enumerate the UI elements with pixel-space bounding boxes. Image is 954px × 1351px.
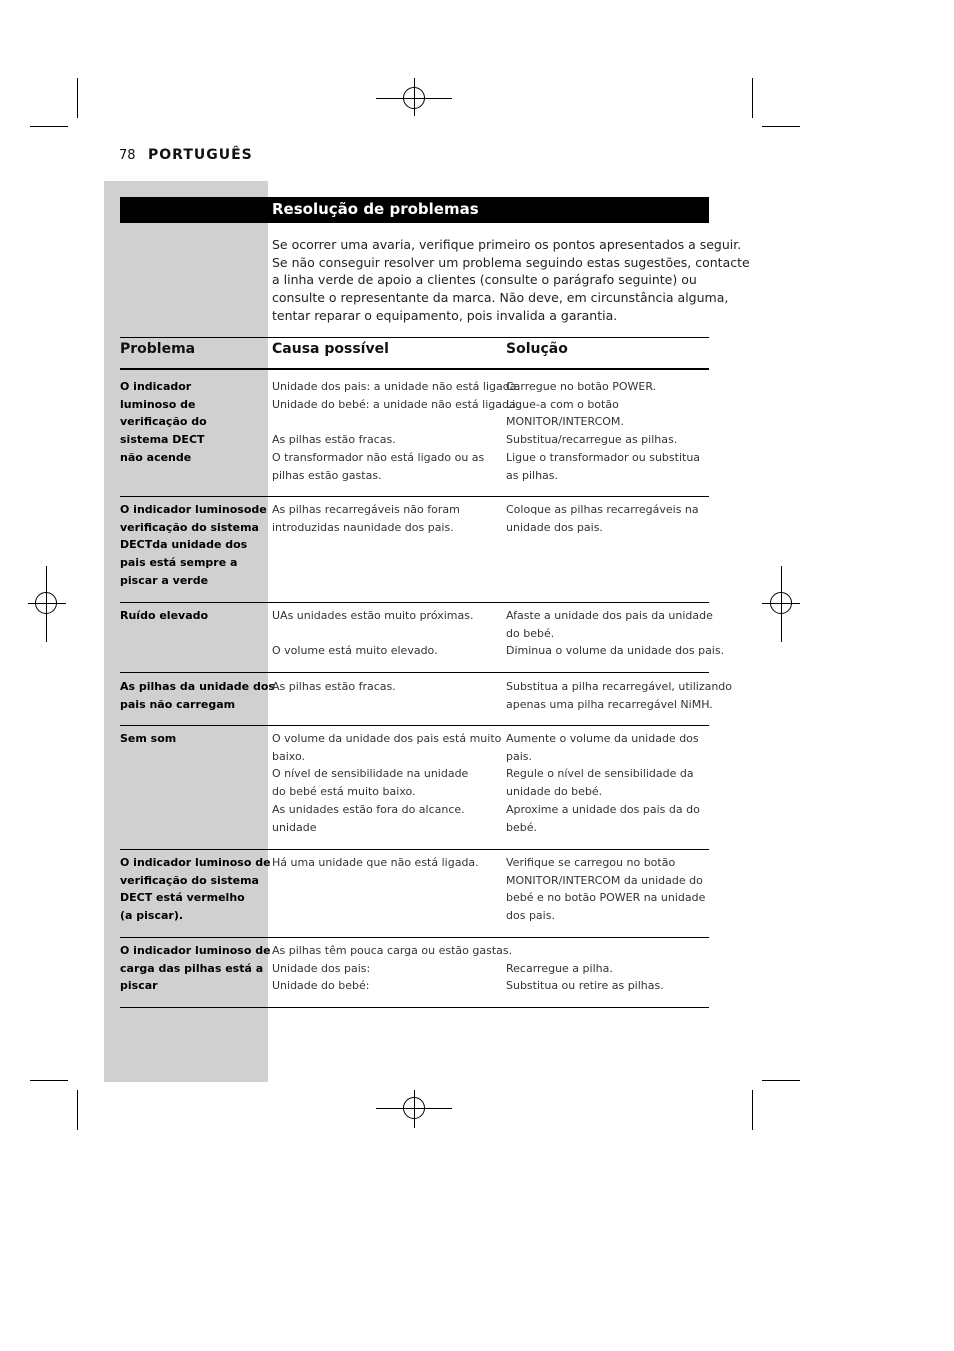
row-divider xyxy=(120,937,709,938)
row-divider xyxy=(120,849,709,850)
cell-line: Sem som xyxy=(120,732,177,745)
cell-line: O nível de sensibilidade na unidade xyxy=(272,767,469,781)
cell-line: bebé. xyxy=(506,820,537,834)
cell-line: luminoso de xyxy=(120,397,196,411)
cell-line: pilhas estão gastas. xyxy=(272,468,382,482)
cell-line: As pilhas da unidade dos xyxy=(120,680,275,693)
cell-line: Diminua o volume da unidade dos pais. xyxy=(506,644,725,658)
cell-line: pais. xyxy=(506,749,533,763)
cell-line: verificação do xyxy=(120,415,207,429)
cell-line: O indicador luminoso de xyxy=(120,944,271,957)
cell-line: As unidades estão fora do alcance. xyxy=(272,802,465,816)
cell-line: piscar xyxy=(120,979,158,993)
crop-mark xyxy=(752,78,753,118)
cell-line: Substitua ou retire as pilhas. xyxy=(506,979,664,993)
crop-mark xyxy=(30,1080,68,1081)
cell-line: As pilhas recarregáveis não foram xyxy=(272,503,460,516)
cell-line: unidade dos pais. xyxy=(506,520,603,534)
problem-cell xyxy=(120,730,270,748)
cell-line: O indicador luminoso de xyxy=(120,856,271,869)
cell-line: piscar a verde xyxy=(120,573,209,587)
problem-cell xyxy=(120,854,270,925)
language-label: PORTUGUÊS xyxy=(148,147,253,163)
column-header-solution: Solução xyxy=(506,341,568,357)
table-top-rule xyxy=(120,337,709,338)
cell-line: As pilhas estão fracas. xyxy=(272,433,396,447)
cell-line xyxy=(272,625,502,643)
cell-line: Regule o nível de sensibilidade da xyxy=(506,767,694,781)
row-divider xyxy=(120,725,709,726)
problem-cell xyxy=(120,607,270,625)
column-header-cause: Causa possível xyxy=(272,341,389,357)
cell-line: do bebé. xyxy=(506,626,555,640)
cell-line: O volume da unidade dos pais está muito xyxy=(272,732,502,745)
cell-line: as pilhas. xyxy=(506,468,559,482)
cell-line: MONITOR/INTERCOM. xyxy=(506,415,624,429)
cell-line: apenas uma pilha recarregável NiMH. xyxy=(506,697,713,711)
solution-cell xyxy=(506,854,716,925)
intro-line: a linha verde de apoio a clientes (consulte o parágrafo seguinte) ou xyxy=(272,272,697,288)
cell-line: Há uma unidade que não está ligada. xyxy=(272,856,479,869)
cell-line: verificação do sistema xyxy=(120,520,259,534)
table-header-rule xyxy=(120,368,709,370)
cell-line: não acende xyxy=(120,450,192,464)
cell-line: Substitua a pilha recarregável, utilizando xyxy=(506,680,733,693)
cell-line: pais não carregam xyxy=(120,697,236,711)
problem-cell xyxy=(120,942,270,995)
cell-line: DECTda unidade dos xyxy=(120,538,248,552)
cause-cell xyxy=(272,854,502,872)
crop-mark xyxy=(77,78,78,118)
cell-line: Unidade dos pais: a unidade não está ligada. xyxy=(272,380,520,393)
cause-cell xyxy=(272,501,502,536)
problem-cell xyxy=(120,501,270,590)
cell-line: verificação do sistema xyxy=(120,873,259,887)
solution-cell xyxy=(506,607,725,660)
crop-mark xyxy=(77,1090,78,1130)
cell-line: Unidade do bebé: xyxy=(272,979,370,993)
cell-line: Recarregue a pilha. xyxy=(506,961,613,975)
cell-line: As pilhas têm pouca carga ou estão gastas. xyxy=(272,944,513,957)
intro-paragraph xyxy=(272,236,750,324)
cell-line xyxy=(272,413,502,431)
cell-line: carga das pilhas está a xyxy=(120,961,264,975)
crop-mark xyxy=(762,126,800,127)
solution-cell xyxy=(506,378,716,484)
row-divider xyxy=(120,1007,709,1008)
intro-line: consulte o representante da marca. Não deve, em circunstância alguma, xyxy=(272,290,729,306)
cell-line: introduzidas naunidade dos pais. xyxy=(272,520,454,534)
problem-cell xyxy=(120,678,275,713)
cell-line: Afaste a unidade dos pais da unidade xyxy=(506,609,713,622)
page-number: 78 xyxy=(119,148,136,163)
intro-line: Se ocorrer uma avaria, verifique primeiro os pontos apresentados a seguir. xyxy=(272,237,742,252)
cell-line xyxy=(506,942,716,960)
page-header xyxy=(119,147,253,163)
cell-line: UAs unidades estão muito próximas. xyxy=(272,609,474,622)
cause-cell xyxy=(272,607,502,660)
cause-cell xyxy=(272,730,502,836)
intro-line: Se não conseguir resolver um problema seguindo estas sugestões, contacte xyxy=(272,254,750,270)
cell-line: Aproxime a unidade dos pais da do xyxy=(506,802,700,816)
cell-line: Aumente o volume da unidade dos xyxy=(506,732,699,745)
cell-line: O indicador xyxy=(120,380,192,393)
intro-line: tentar reparar o equipamento, pois invalida a garantia. xyxy=(272,307,618,323)
cell-line: O transformador não está ligado ou as xyxy=(272,450,485,464)
crop-mark xyxy=(762,1080,800,1081)
cell-line: As pilhas estão fracas. xyxy=(272,680,396,693)
crop-mark xyxy=(752,1090,753,1130)
row-divider xyxy=(120,602,709,603)
cell-line: (a piscar). xyxy=(120,909,184,923)
cell-line: Coloque as pilhas recarregáveis na xyxy=(506,503,699,516)
cell-line: baixo. xyxy=(272,749,305,763)
cell-line: unidade do bebé. xyxy=(506,785,603,799)
crop-mark xyxy=(30,126,68,127)
cell-line: O volume está muito elevado. xyxy=(272,644,438,658)
cause-cell xyxy=(272,942,513,995)
cell-line: Substitua/recarregue as pilhas. xyxy=(506,433,678,447)
solution-cell xyxy=(506,501,716,536)
cell-line: bebé e no botão POWER na unidade xyxy=(506,891,706,905)
cause-cell xyxy=(272,378,520,484)
cell-line: Verifique se carregou no botão xyxy=(506,856,676,869)
cell-line: Ruído elevado xyxy=(120,609,209,622)
cell-line: pais está sempre a xyxy=(120,556,238,570)
section-title-bar xyxy=(120,197,709,223)
solution-cell xyxy=(506,678,733,713)
cell-line: Ligue-a com o botão xyxy=(506,397,619,411)
cell-line: unidade xyxy=(272,820,317,834)
row-divider xyxy=(120,672,709,673)
solution-cell xyxy=(506,942,716,995)
cell-line: DECT está vermelho xyxy=(120,891,245,905)
cell-line: sistema DECT xyxy=(120,433,205,447)
cell-line: Ligue o transformador ou substitua xyxy=(506,450,701,464)
cell-line: Unidade dos pais: xyxy=(272,961,371,975)
cell-line: do bebé está muito baixo. xyxy=(272,785,416,799)
section-title: Resolução de problemas xyxy=(272,200,479,218)
cell-line: Carregue no botão POWER. xyxy=(506,380,657,393)
cell-line: Unidade do bebé: a unidade não está ligada. xyxy=(272,397,520,411)
cell-line: MONITOR/INTERCOM da unidade do xyxy=(506,873,703,887)
solution-cell xyxy=(506,730,716,836)
cause-cell xyxy=(272,678,502,696)
problem-cell xyxy=(120,378,270,467)
column-header-problem: Problema xyxy=(120,341,196,357)
row-divider xyxy=(120,496,709,497)
cell-line: O indicador luminosode xyxy=(120,503,267,516)
cell-line: dos pais. xyxy=(506,909,555,923)
